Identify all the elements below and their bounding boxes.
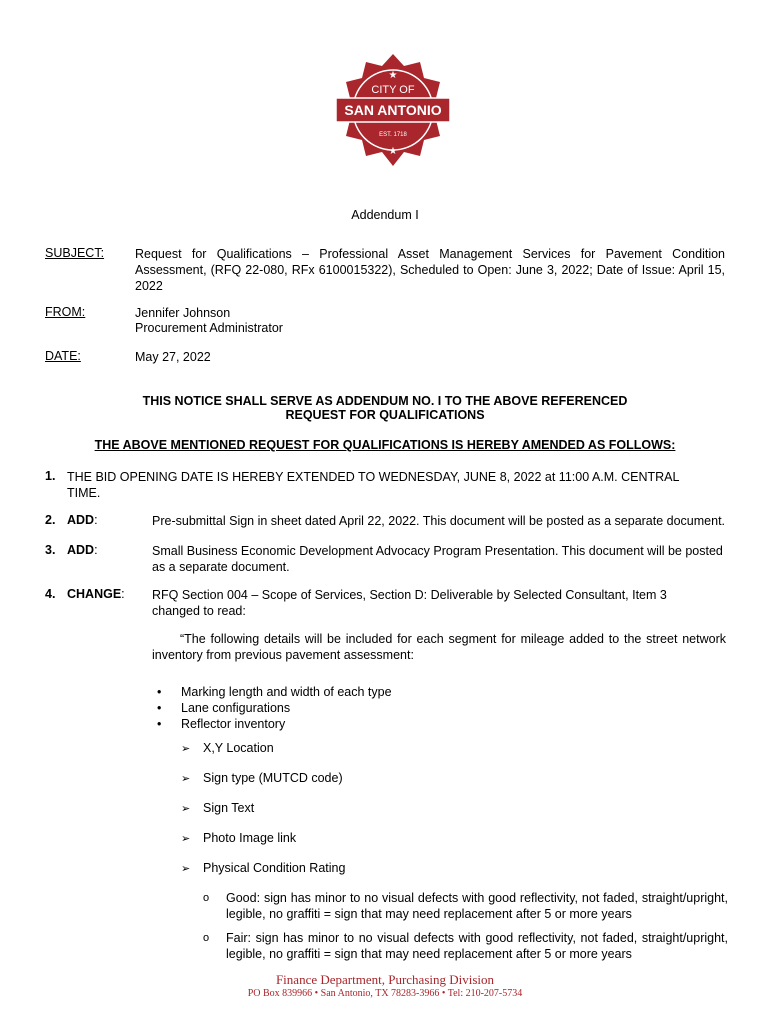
bullet-dot-icon: • [157, 685, 162, 699]
arrow-bullet-icon: ➢ [181, 833, 191, 845]
arrow-bullet-icon: ➢ [181, 743, 191, 755]
notice-line-2: REQUEST FOR QUALIFICATIONS [285, 408, 485, 422]
date-value: May 27, 2022 [135, 350, 211, 364]
item-label-2 [67, 513, 98, 527]
from-title: Procurement Administrator [135, 321, 283, 335]
logo-sub-text: EST. 1718 [379, 132, 407, 138]
notice-line-1: THIS NOTICE SHALL SERVE AS ADDENDUM NO. I TO THE ABOVE REFERENCED [142, 394, 628, 408]
svg-text:★: ★ [388, 70, 398, 81]
item-label-4-text: CHANGE [67, 587, 122, 601]
arrow-bullet-icon: ➢ [181, 863, 191, 875]
from-label: FROM: [45, 305, 86, 319]
item-label-4 [67, 587, 125, 601]
footer-address: PO Box 839966 • San Antonio, TX 78283-3966 • Tel: 210-207-5734 [247, 988, 523, 999]
footer-department: Finance Department, Purchasing Division [275, 972, 495, 987]
item-label-3-colon: : [94, 543, 98, 557]
sub-bullet-item: Good: sign has minor to no visual defects with good reflectivity, not faded, straight/upright, legible, no graffiti = sign that may need replacement after 5 or more years [226, 891, 728, 921]
arrow-bullet-icon: ➢ [181, 803, 191, 815]
subject-label: SUBJECT: [45, 246, 105, 260]
bullet-item: Lane configurations [181, 701, 291, 715]
circle-bullet-icon: o [203, 932, 210, 944]
item-label-4-colon: : [121, 587, 125, 601]
arrow-item: Sign type (MUTCD code) [203, 771, 343, 785]
item-label-3-text: ADD [67, 543, 95, 557]
arrow-item: Sign Text [203, 801, 255, 815]
item-text-1: THE BID OPENING DATE IS HEREBY EXTENDED TO WEDNESDAY, JUNE 8, 2022 at 11:00 A.M. CENTRAL TIME. [67, 470, 679, 500]
from-name: Jennifer Johnson [135, 306, 231, 320]
arrow-item: Physical Condition Rating [203, 861, 346, 875]
arrow-item: X,Y Location [203, 741, 274, 755]
item-text-3: Small Business Economic Development Advocacy Program Presentation. This document will be posted as a separate document. [152, 544, 723, 574]
bullet-item: Marking length and width of each type [181, 685, 392, 699]
item-text-4: RFQ Section 004 – Scope of Services, Section D: Deliverable by Selected Consultant, Item 3 changed to read: [152, 588, 667, 618]
item-number-4: 4. [45, 587, 56, 601]
city-logo [334, 52, 452, 170]
amended-heading: THE ABOVE MENTIONED REQUEST FOR QUALIFICATIONS IS HEREBY AMENDED AS FOLLOWS: [94, 438, 676, 452]
item-label-2-text: ADD [67, 513, 95, 527]
item-number-3: 3. [45, 543, 56, 557]
document-title: Addendum I [351, 208, 419, 222]
quote-paragraph: “The following details will be included for each segment for mileage added to the street network inventory from previous pavement assessment: [152, 632, 726, 662]
arrow-item: Photo Image link [203, 831, 297, 845]
bullet-dot-icon: • [157, 701, 162, 715]
sub-bullet-item: Fair: sign has minor to no visual defects with good reflectivity, not faded, straight/upright, legible, no graffiti = sign that may need replacement after 5 or more years [226, 931, 728, 961]
circle-bullet-icon: o [203, 892, 210, 904]
item-label-2-colon: : [94, 513, 98, 527]
date-label: DATE: [45, 349, 81, 363]
item-number-1: 1. [45, 469, 56, 483]
bullet-item: Reflector inventory [181, 717, 286, 731]
subject-value: Request for Qualifications – Professional Asset Management Services for Pavement Condition Assessment, (RFQ 22-080, RFx 6100015322), Scheduled to Open: June 3, 2022; Date of Issue: April 15, 2022 [135, 247, 725, 293]
logo-top-text: CITY OF [371, 84, 415, 96]
bullet-dot-icon: • [157, 717, 162, 731]
logo-main-text: SAN ANTONIO [344, 102, 442, 118]
svg-text:★: ★ [388, 146, 398, 157]
arrow-bullet-icon: ➢ [181, 773, 191, 785]
item-label-3 [67, 543, 98, 557]
item-text-2: Pre-submittal Sign in sheet dated April 22, 2022. This document will be posted as a separate document. [152, 514, 726, 528]
item-number-2: 2. [45, 513, 56, 527]
